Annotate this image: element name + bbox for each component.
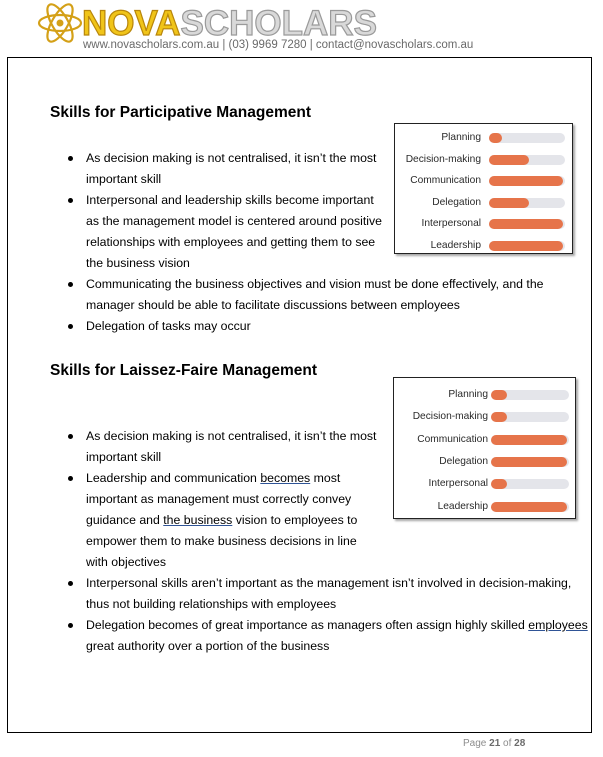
list-item — [51, 148, 386, 190]
list-item — [51, 190, 386, 274]
list-item — [51, 615, 591, 657]
bullet-text: most important as management must correctly convey guidance and — [86, 471, 352, 527]
skill-label: Communication — [417, 433, 488, 445]
skill-label: Planning — [441, 132, 481, 143]
brand-name — [82, 5, 377, 43]
skill-label: Delegation — [439, 455, 488, 467]
page-current: 21 — [489, 738, 501, 749]
list-item — [51, 426, 386, 468]
underlined-text: the business — [163, 513, 233, 527]
skill-label: Delegation — [432, 196, 481, 208]
page-number — [463, 738, 525, 749]
atom-icon — [36, 3, 86, 43]
bullet-text: Interpersonal and leadership skills become important as the management model is centered around positive relationships with employees and getting them to see the business vision — [86, 193, 382, 270]
skill-label: Leadership — [430, 239, 481, 251]
skill-bar-track — [491, 390, 569, 400]
section-title-laissez-faire: Skills for Laissez-Faire Management — [50, 362, 318, 379]
underlined-text: employees — [528, 618, 588, 632]
bullet-text: Delegation becomes of great importance as managers often assign highly skilled — [86, 618, 529, 632]
page-total: 28 — [514, 738, 526, 749]
skill-label: Interpersonal — [428, 478, 488, 490]
skill-label: Decision-making — [412, 411, 488, 423]
skill-label: Decision-making — [405, 153, 481, 165]
underlined-text: becomes — [260, 471, 311, 485]
nova-scholars-logo — [36, 3, 377, 43]
skill-row — [394, 388, 575, 402]
skill-bar-fill — [491, 390, 507, 400]
bullet-text-wrap — [86, 468, 361, 573]
page-of: of — [503, 738, 512, 749]
bullet-text: great authority over a portion of the business — [86, 639, 330, 653]
page-word: Page — [463, 738, 487, 749]
bullet-list-participative — [51, 148, 591, 337]
bullet-text: Communicating the business objectives and vision must be done effectively, and the manager should be able to facilitate discussions between employees — [86, 277, 544, 312]
bullet-list-laissez-faire — [51, 426, 591, 657]
skill-bar-fill — [491, 412, 507, 422]
bullet-text: Delegation of tasks may occur — [86, 319, 251, 333]
brand-nova: NOVA — [82, 4, 181, 43]
bullet-text: vision to employees to empower them to make business decisions in line with objectives — [86, 513, 358, 569]
bullet-text: As decision making is not centralised, it isn’t the most important skill — [86, 151, 377, 186]
skill-row — [395, 131, 572, 145]
list-item — [51, 316, 591, 337]
brand-scholars: SCHOLARS — [180, 4, 377, 43]
skill-bar-fill — [489, 133, 502, 143]
skill-label: Interpersonal — [421, 218, 481, 229]
skill-label: Planning — [448, 389, 488, 400]
list-item — [51, 573, 591, 615]
skill-label: Communication — [410, 175, 481, 186]
skill-label: Leadership — [437, 500, 488, 512]
bullet-text: Leadership and communication — [86, 471, 261, 485]
skill-bar-track — [489, 133, 565, 143]
contact-line: www.novascholars.com.au | (03) 9969 7280 | contact@novascholars.com.au — [83, 39, 474, 51]
section-title-participative: Skills for Participative Management — [50, 104, 312, 121]
bullet-text: As decision making is not centralised, it isn’t the most important skill — [86, 429, 377, 464]
skill-bar-track — [491, 412, 569, 422]
skill-row — [394, 410, 575, 424]
list-item — [51, 274, 591, 316]
bullet-text: Interpersonal skills aren’t important as the management isn’t involved in decision-making, thus not building relationships with employees — [86, 576, 572, 611]
list-item — [51, 468, 591, 573]
